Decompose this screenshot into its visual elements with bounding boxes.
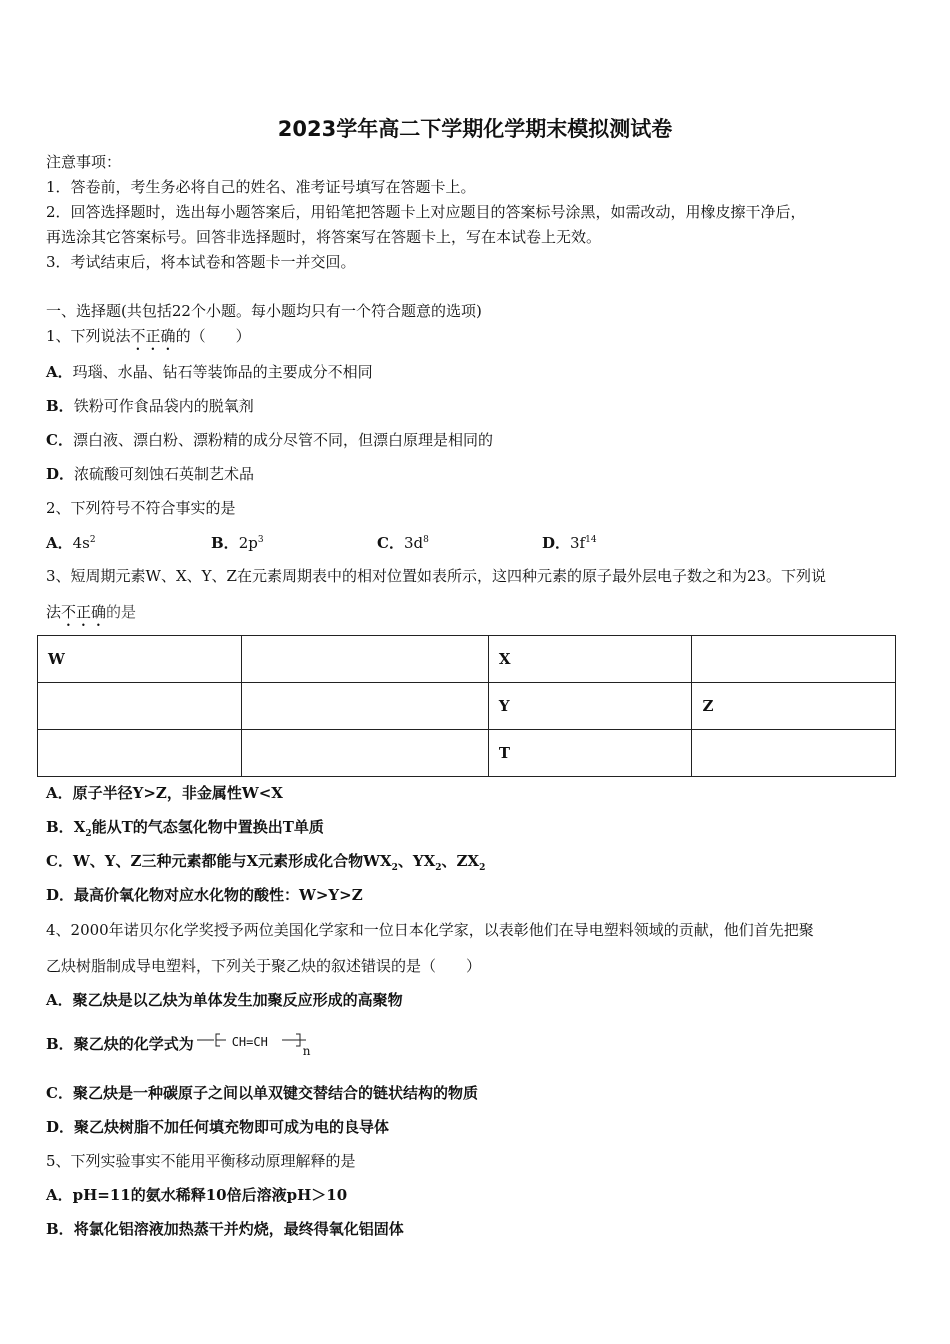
stem-text: 1、下列说法 <box>46 327 131 345</box>
question-2-option-c <box>377 532 429 553</box>
question-1-option-a <box>46 362 373 382</box>
question-2-stem: 2、下列符号不符合事实的是 <box>46 499 236 517</box>
question-3-stem-line2 <box>46 602 136 630</box>
question-4-option-d <box>46 1117 389 1137</box>
table-row <box>38 683 896 730</box>
notice-item: 再选涂其它答案标号。回答非选择题时，将答案写在答题卡上，写在本试卷上无效。 <box>46 228 602 246</box>
option-text: 原子半径Y>Z，非金属性W<X <box>72 784 283 802</box>
question-4-stem-line1: 4、2000年诺贝尔化学奖授予两位美国化学家和一位日本化学家，以表彰他们在导电塑料领域的贡献，他们首先把聚 <box>46 921 814 939</box>
option-label: B． <box>46 397 74 415</box>
question-4-option-b <box>46 1031 321 1058</box>
option-label: C． <box>46 1084 73 1102</box>
question-4-option-c <box>46 1083 478 1103</box>
question-3-option-c <box>46 851 485 878</box>
question-2-option-a <box>46 532 96 553</box>
option-label: A． <box>46 534 73 552</box>
question-1-option-c <box>46 430 493 450</box>
option-text: 浓硫酸可刻蚀石英制艺术品 <box>74 465 255 483</box>
table-cell: Z <box>692 683 896 730</box>
subscript: 2 <box>85 829 92 839</box>
option-text: 最高价氧化物对应水化物的酸性：W>Y>Z <box>74 886 363 904</box>
option-text: 玛瑙、水晶、钻石等装饰品的主要成分不相同 <box>72 363 373 381</box>
table-cell <box>692 730 896 777</box>
stem-text: 的是 <box>106 603 137 621</box>
question-1-option-b <box>46 396 254 416</box>
option-text: 漂白液、漂白粉、漂粉精的成分尽管不同，但漂白原理是相同的 <box>72 431 493 449</box>
formula-text: CH=CH <box>231 1035 268 1049</box>
table-cell <box>241 683 488 730</box>
question-3-option-a <box>46 783 283 803</box>
question-2-options <box>46 532 746 552</box>
superscript: 3 <box>257 535 264 545</box>
table-cell: Y <box>488 683 692 730</box>
question-5-option-b <box>46 1219 404 1239</box>
subscript: 2 <box>391 863 398 873</box>
option-text: 聚乙炔的化学式为 <box>73 1035 194 1053</box>
superscript: 8 <box>423 535 429 545</box>
table-row <box>38 636 896 683</box>
page-title: 2023学年高二下学期化学期末模拟测试卷 <box>277 117 673 141</box>
table-cell <box>692 636 896 683</box>
question-3-stem-line1: 3、短周期元素W、X、Y、Z在元素周期表中的相对位置如表所示，这四种元素的原子最外层电子数之和为23。下列说 <box>46 567 827 585</box>
option-label: B． <box>46 1035 74 1053</box>
subscript: 2 <box>435 863 442 873</box>
table-cell: W <box>38 636 242 683</box>
option-text: 将氯化铝溶液加热蒸干并灼烧，最终得氧化铝固体 <box>73 1220 404 1238</box>
option-text: 聚乙炔树脂不加任何填充物即可成为电的良导体 <box>74 1118 390 1136</box>
table-cell <box>38 730 242 777</box>
table-cell <box>241 730 488 777</box>
orbital: 2p <box>238 534 258 552</box>
question-2-option-d <box>542 532 597 553</box>
polyacetylene-formula <box>196 1032 321 1058</box>
option-label: C． <box>46 431 73 449</box>
option-text <box>570 534 597 552</box>
option-text <box>73 534 96 552</box>
table-row <box>38 730 896 777</box>
subscript: 2 <box>479 863 486 873</box>
option-label: C． <box>46 852 73 870</box>
option-label: A． <box>46 1186 73 1204</box>
notice-item: 1．答卷前，考生务必将自己的姓名、准考证号填写在答题卡上。 <box>46 178 476 196</box>
table-cell <box>38 683 242 730</box>
question-2-option-b <box>211 532 264 553</box>
periodic-table-fragment <box>37 635 896 777</box>
option-text: 聚乙炔是一种碳原子之间以单双键交替结合的链状结构的物质 <box>72 1084 478 1102</box>
question-3-option-b <box>46 817 324 844</box>
stem-text: 法 <box>46 603 62 621</box>
notice-heading: 注意事项： <box>46 153 122 171</box>
option-text: 、YX <box>397 852 436 870</box>
notice-item: 3．考试结束后，将本试卷和答题卡一并交回。 <box>46 253 356 271</box>
option-label: A． <box>46 784 73 802</box>
question-5-stem: 5、下列实验事实不能用平衡移动原理解释的是 <box>46 1152 356 1170</box>
option-text: X <box>73 818 86 836</box>
option-label: B． <box>46 1220 74 1238</box>
option-text: 、ZX <box>441 852 480 870</box>
question-5-option-a <box>46 1185 347 1205</box>
option-text: 聚乙炔是以乙炔为单体发生加聚反应形成的高聚物 <box>72 991 403 1009</box>
option-label: D． <box>46 1118 75 1136</box>
option-label: A． <box>46 363 73 381</box>
option-label: C． <box>377 534 404 552</box>
question-1-option-d <box>46 464 254 484</box>
stem-text: 的（ ） <box>175 327 251 345</box>
option-text: 能从T的气态氢化物中置换出T单质 <box>91 818 324 836</box>
question-4-option-a <box>46 990 403 1010</box>
question-3-option-d <box>46 885 363 905</box>
option-text: pH=11的氨水稀释10倍后溶液pH＞10 <box>72 1186 348 1204</box>
option-label: D． <box>542 534 571 552</box>
option-label: B． <box>211 534 239 552</box>
orbital: 3f <box>570 534 586 552</box>
option-label: D． <box>46 465 75 483</box>
option-text <box>404 534 429 552</box>
table-cell <box>241 636 488 683</box>
option-text: 铁粉可作食品袋内的脱氧剂 <box>73 397 254 415</box>
superscript: 14 <box>585 535 597 545</box>
notice-item: 2．回答选择题时，选出每小题答案后，用铅笔把答题卡上对应题目的答案标号涂黑，如需改动，用橡皮擦干净后， <box>46 203 806 221</box>
formula-subscript: n <box>302 1044 311 1058</box>
table-cell: X <box>488 636 692 683</box>
emphasis-text: 不正确 <box>61 603 107 621</box>
option-label: D． <box>46 886 75 904</box>
option-text <box>239 534 264 552</box>
option-label: A． <box>46 991 73 1009</box>
orbital: 4s <box>72 534 90 552</box>
superscript: 2 <box>89 535 96 545</box>
question-1-stem <box>46 326 251 354</box>
orbital: 3d <box>403 534 424 552</box>
question-4-stem-line2: 乙炔树脂制成导电塑料，下列关于聚乙炔的叙述错误的是（ ） <box>46 957 482 975</box>
option-label: B． <box>46 818 74 836</box>
section-heading: 一、选择题(共包括22个小题。每小题均只有一个符合题意的选项) <box>46 302 482 320</box>
table-cell: T <box>488 730 692 777</box>
option-text: W、Y、Z三种元素都能与X元素形成化合物WX <box>72 852 392 870</box>
emphasis-text: 不正确 <box>130 327 176 345</box>
